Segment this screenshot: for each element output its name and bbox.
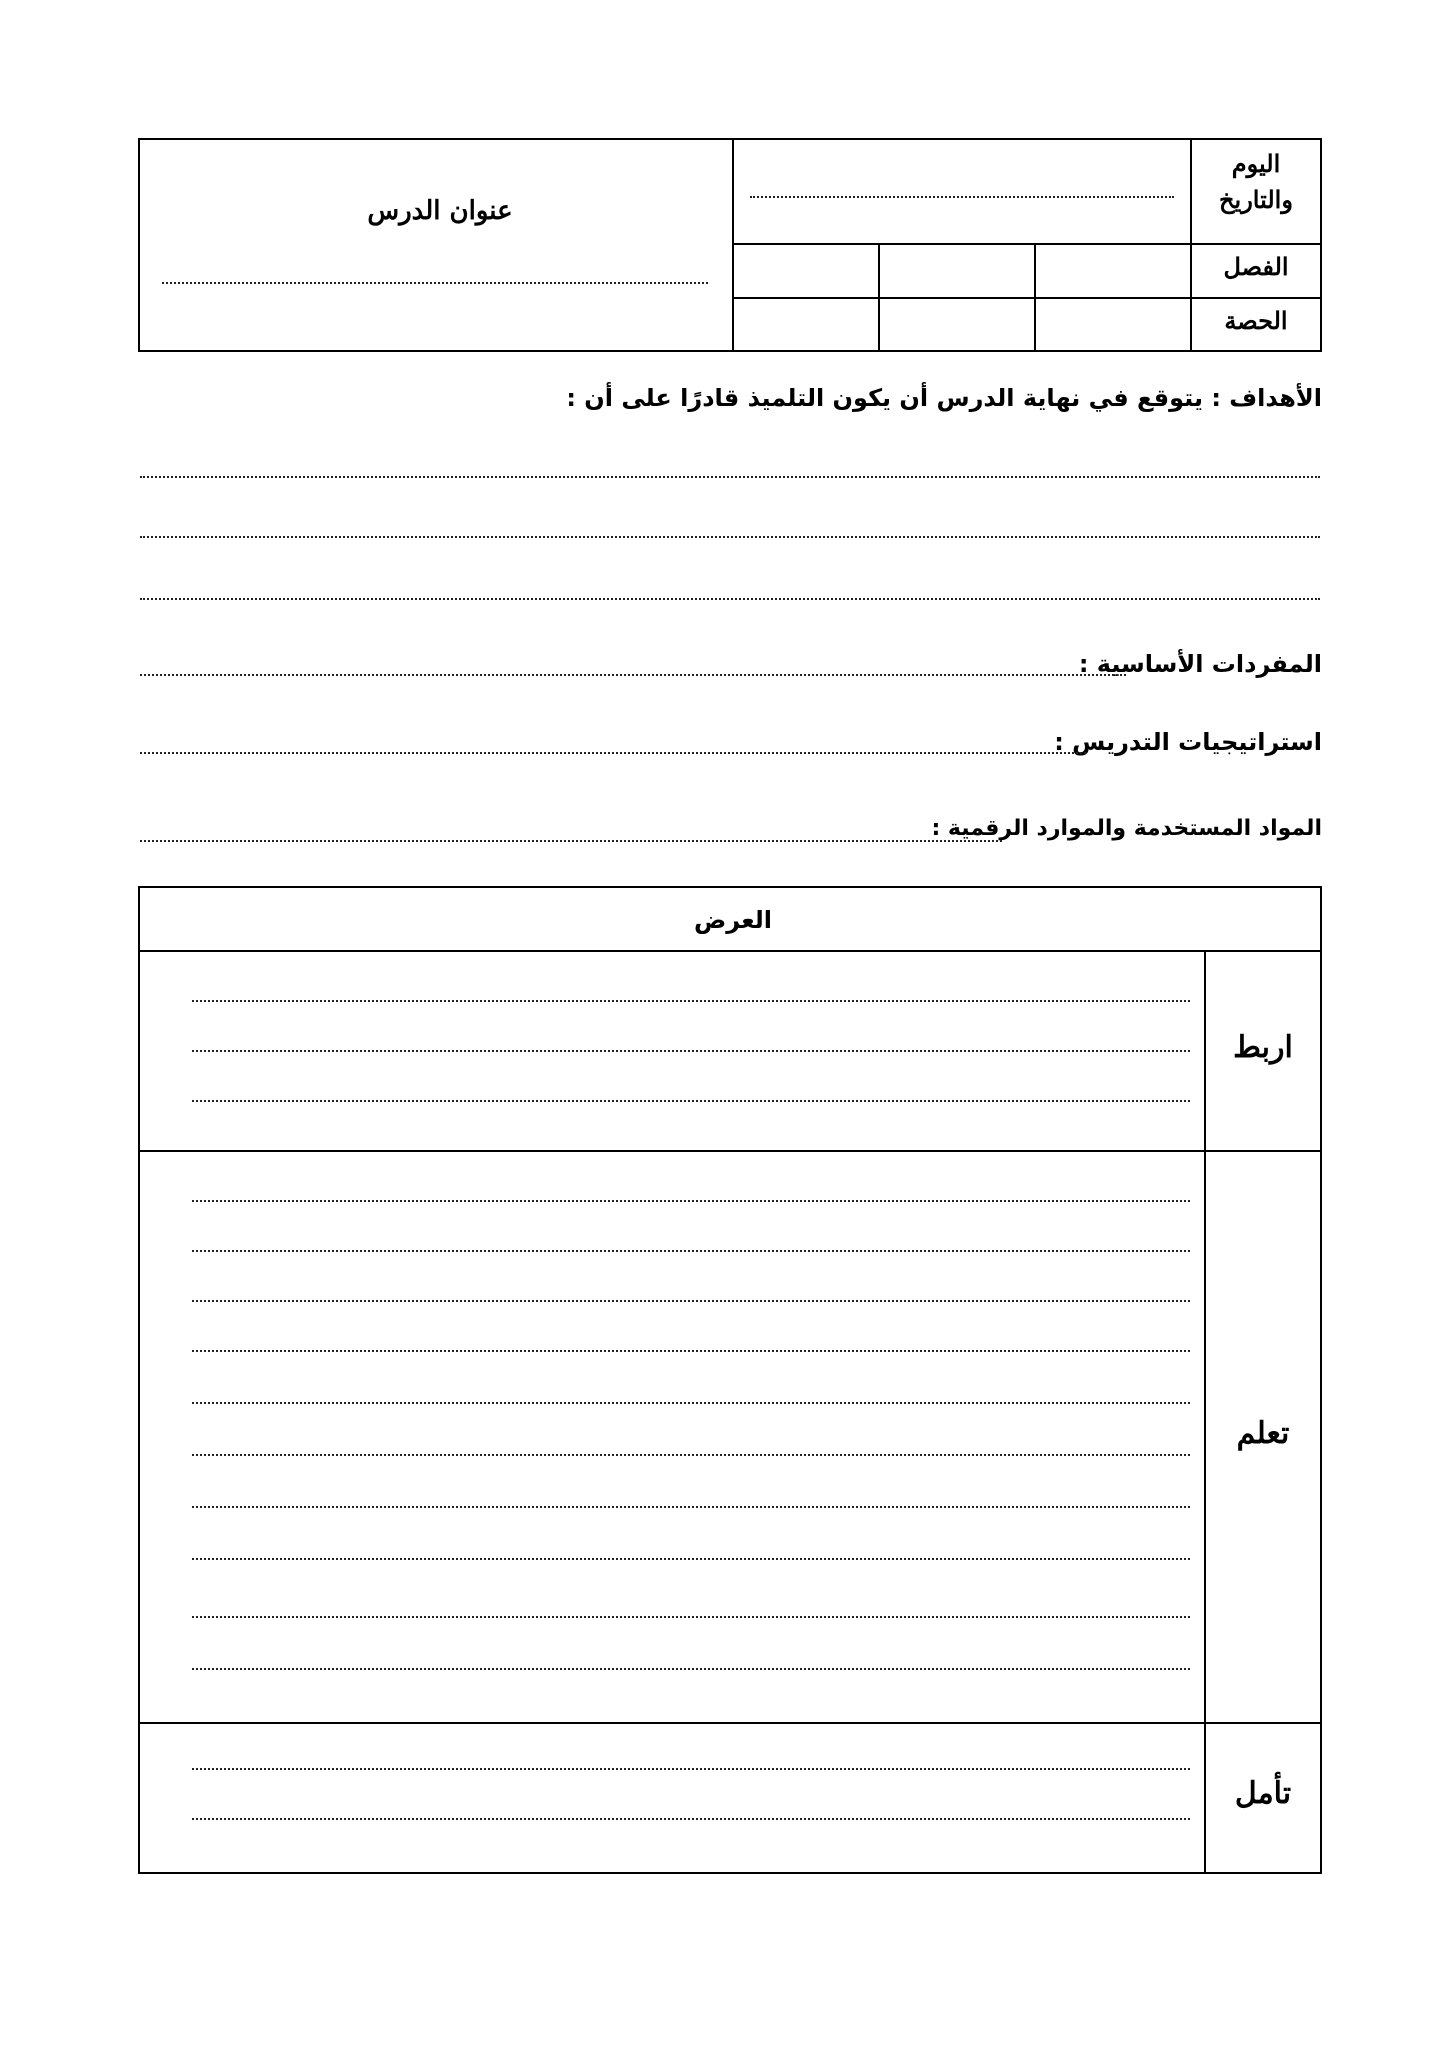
presentation-title-line — [138, 950, 1322, 952]
link-label: اربط — [1233, 1030, 1293, 1065]
learn-line-3[interactable] — [192, 1300, 1190, 1302]
header-label-divider — [1190, 138, 1192, 352]
materials-field[interactable] — [140, 840, 1002, 842]
date-label: والتاريخ — [1219, 185, 1293, 214]
learn-line-4[interactable] — [192, 1350, 1190, 1352]
class-cell-1[interactable] — [734, 245, 876, 295]
class-cell-3[interactable] — [1036, 245, 1188, 295]
lesson-title-label: عنوان الدرس — [367, 196, 513, 226]
objectives-label: الأهداف : يتوقع في نهاية الدرس أن يكون التلميذ قادرًا على أن : — [566, 384, 1322, 412]
link-line-1[interactable] — [192, 1000, 1190, 1002]
strategies-field[interactable] — [140, 752, 1086, 754]
learn-label: تعلم — [1236, 1416, 1290, 1451]
vocabulary-field[interactable] — [140, 674, 1126, 676]
learn-line-7[interactable] — [192, 1506, 1190, 1508]
lesson-title-field[interactable] — [162, 282, 708, 284]
learn-line-9[interactable] — [192, 1616, 1190, 1618]
link-line-2[interactable] — [192, 1050, 1190, 1052]
period-label: الحصة — [1224, 306, 1288, 335]
day-date-label — [1196, 146, 1316, 218]
learn-line-2[interactable] — [192, 1250, 1190, 1252]
presentation-title: العرض — [694, 906, 772, 934]
presentation-row-line-1 — [138, 1150, 1322, 1152]
class-label: الفصل — [1223, 252, 1289, 281]
day-date-field[interactable] — [750, 196, 1174, 198]
presentation-table — [138, 886, 1322, 1874]
learn-line-10[interactable] — [192, 1668, 1190, 1670]
period-cell-3[interactable] — [1036, 299, 1188, 350]
period-cell-1[interactable] — [734, 299, 876, 350]
presentation-label-divider — [1204, 950, 1206, 1874]
learn-line-8[interactable] — [192, 1558, 1190, 1560]
learn-line-1[interactable] — [192, 1200, 1190, 1202]
strategies-label: استراتيجيات التدريس : — [1054, 728, 1322, 756]
link-line-3[interactable] — [192, 1100, 1190, 1102]
reflect-label: تأمل — [1234, 1776, 1292, 1811]
reflect-line-1[interactable] — [192, 1768, 1190, 1770]
vocabulary-label: المفردات الأساسية : — [1078, 650, 1322, 678]
learn-line-5[interactable] — [192, 1402, 1190, 1404]
class-cell-2[interactable] — [880, 245, 1032, 295]
reflect-line-2[interactable] — [192, 1818, 1190, 1820]
objective-line-3[interactable] — [140, 598, 1320, 600]
objective-line-2[interactable] — [140, 536, 1320, 538]
period-cell-2[interactable] — [880, 299, 1032, 350]
presentation-row-line-2 — [138, 1722, 1322, 1724]
day-label: اليوم — [1231, 149, 1281, 178]
learn-line-6[interactable] — [192, 1454, 1190, 1456]
materials-label: المواد المستخدمة والموارد الرقمية : — [931, 816, 1322, 841]
objective-line-1[interactable] — [140, 476, 1320, 478]
